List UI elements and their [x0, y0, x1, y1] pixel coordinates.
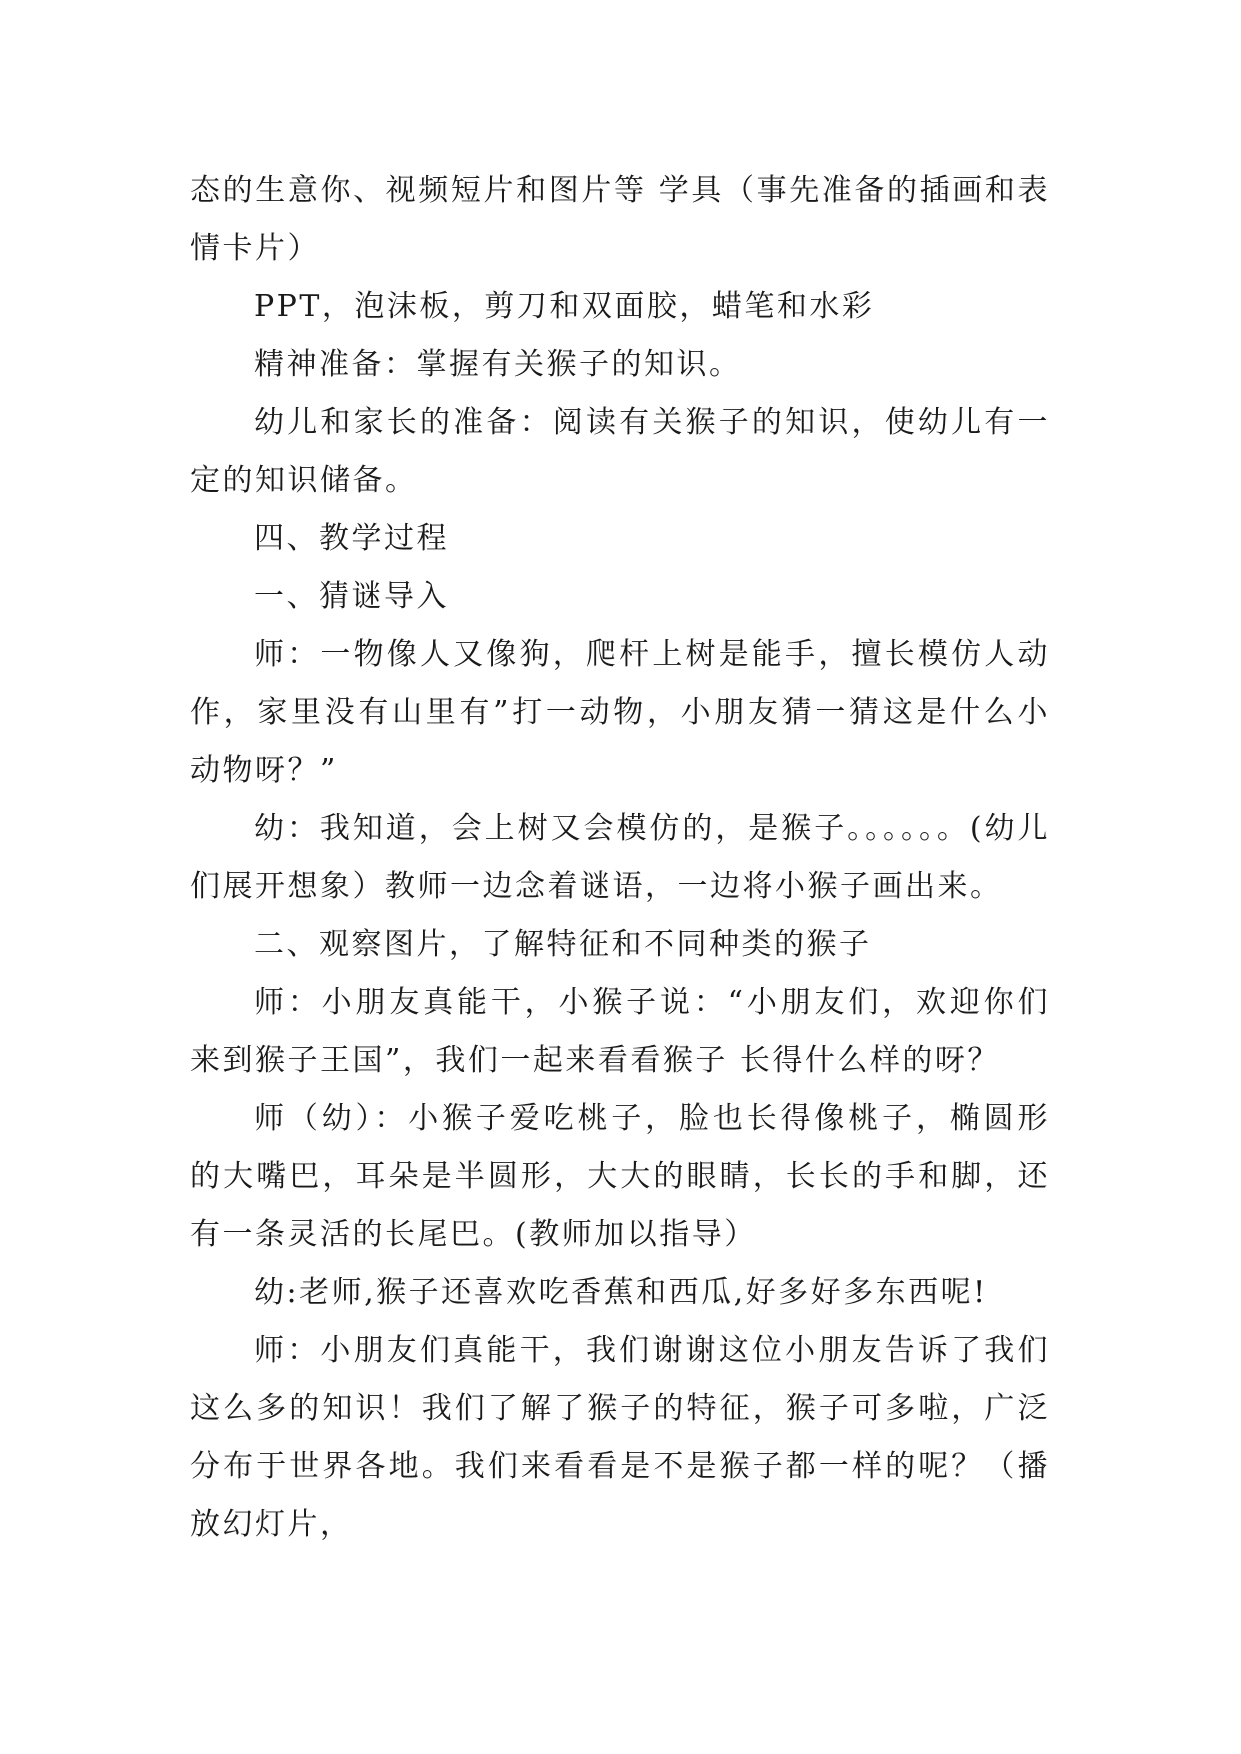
paragraph-teacher-riddle: 师：一物像人又像狗，爬杆上树是能手，擅长模仿人动作，家里没有山里有”打一动物，小朋友猜一猜这是什么小动物呀？”: [190, 637, 1050, 788]
paragraph-monkey-features: 师（幼）：小猴子爱吃桃子，脸也长得像桃子，椭圆形的大嘴巴，耳朵是半圆形，大大的眼睛，长长的手和脚，还有一条灵活的长尾巴。(教师加以指导）: [190, 1101, 1050, 1252]
paragraph-parent-preparation: 幼儿和家长的准备：阅读有关猴子的知识，使幼儿有一定的知识储备。: [190, 405, 1050, 498]
paragraph-teacher-welcome: 师：小朋友真能干，小猴子说：“小朋友们，欢迎你们来到猴子王国”，我们一起来看看猴子 长得什么样的呀？: [190, 985, 1050, 1078]
subsection-heading-observe-pictures: 二、观察图片，了解特征和不同种类的猴子: [254, 927, 872, 962]
paragraph-child-food: 幼:老师,猴子还喜欢吃香蕉和西瓜,好多好多东西呢!: [254, 1275, 988, 1310]
paragraph-supplies: PPT，泡沫板，剪刀和双面胶，蜡笔和水彩: [254, 289, 875, 324]
paragraph-mental-preparation: 精神准备：掌握有关猴子的知识。: [254, 347, 742, 382]
subsection-heading-riddle-intro: 一、猜谜导入: [254, 579, 449, 614]
paragraph-child-answer: 幼：我知道，会上树又会模仿的，是猴子。。。。。。(幼儿们展开想象）教师一边念着谜语，一边将小猴子画出来。: [190, 811, 1050, 904]
document-body: [190, 162, 1050, 1554]
section-heading-teaching-process: 四、教学过程: [254, 521, 449, 556]
paragraph-teacher-slides: 师：小朋友们真能干，我们谢谢这位小朋友告诉了我们这么多的知识！我们了解了猴子的特征，猴子可多啦，广泛分布于世界各地。我们来看看是不是猴子都一样的呢？（播放幻灯片，: [190, 1333, 1050, 1542]
paragraph-materials: 态的生意你、视频短片和图片等 学具（事先准备的插画和表情卡片）: [190, 173, 1050, 266]
